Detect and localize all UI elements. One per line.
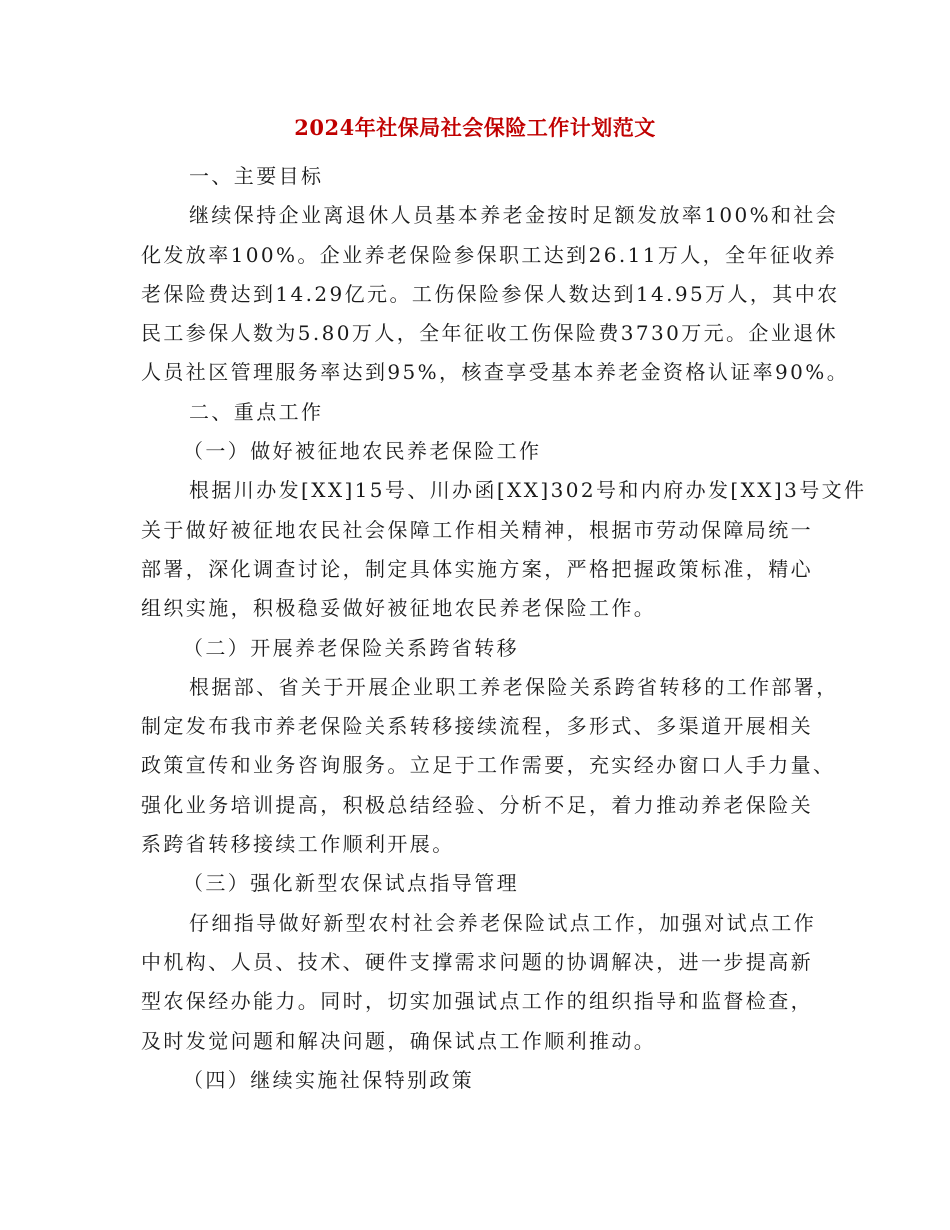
paragraph-line: 根据部、省关于开展企业职工养老保险关系跨省转移的工作部署， xyxy=(189,674,839,699)
paragraph-line: 民工参保人数为5.80万人，全年征收工伤保险费3730万元。企业退休 xyxy=(141,321,839,346)
document-body xyxy=(141,157,867,1100)
paragraph-line: 老保险费达到14.29亿元。工伤保险参保人数达到14.95万人，其中农 xyxy=(141,281,840,306)
paragraph-line: 部署，深化调查讨论，制定具体实施方案，严格把握政策标准，精心 xyxy=(141,556,813,581)
paragraph-line: 型农保经办能力。同时，切实加强试点工作的组织指导和监督检查， xyxy=(141,989,813,1014)
paragraph-line: 中机构、人员、技术、硬件支撑需求问题的协调解决，进一步提高新 xyxy=(141,949,813,974)
paragraph-line: 仔细指导做好新型农村社会养老保险试点工作，加强对试点工作 xyxy=(189,910,817,935)
section-heading: 二、重点工作 xyxy=(189,399,324,424)
paragraph-line: 继续保持企业离退休人员基本养老金按时足额发放率100%和社会 xyxy=(189,203,839,228)
subsection-heading: （二）开展养老保险关系跨省转移 xyxy=(183,635,519,660)
paragraph-line: 政策宣传和业务咨询服务。立足于工作需要，充实经办窗口人手力量、 xyxy=(141,753,836,778)
paragraph-line: 关于做好被征地农民社会保障工作相关精神，根据市劳动保障局统一 xyxy=(141,517,813,542)
paragraph-line: 系跨省转移接续工作顺利开展。 xyxy=(141,832,455,857)
paragraph-line: 组织实施，积极稳妥做好被征地农民养老保险工作。 xyxy=(141,596,657,621)
subsection-heading: （四）继续实施社保特别政策 xyxy=(183,1067,475,1092)
paragraph-line: 根据川办发[XX]15号、川办函[XX]302号和内府办发[XX]3号文件 xyxy=(189,478,867,503)
paragraph-line: 化发放率100%。企业养老保险参保职工达到26.11万人，全年征收养 xyxy=(141,242,838,267)
paragraph-line: 制定发布我市养老保险关系转移接续流程，多形式、多渠道开展相关 xyxy=(141,714,813,739)
subsection-heading: （三）强化新型农保试点指导管理 xyxy=(183,871,519,896)
paragraph-line: 及时发觉问题和解决问题，确保试点工作顺利推动。 xyxy=(141,1028,657,1053)
subsection-heading: （一）做好被征地农民养老保险工作 xyxy=(183,439,542,464)
paragraph-line: 人员社区管理服务率达到95%，核查享受基本养老金资格认证率90%。 xyxy=(141,360,850,385)
document-title: 2024年社保局社会保险工作计划范文 xyxy=(294,115,656,140)
paragraph-line: 强化业务培训提高，积极总结经验、分析不足，着力推动养老保险关 xyxy=(141,792,813,817)
section-heading: 一、主要目标 xyxy=(189,164,324,188)
